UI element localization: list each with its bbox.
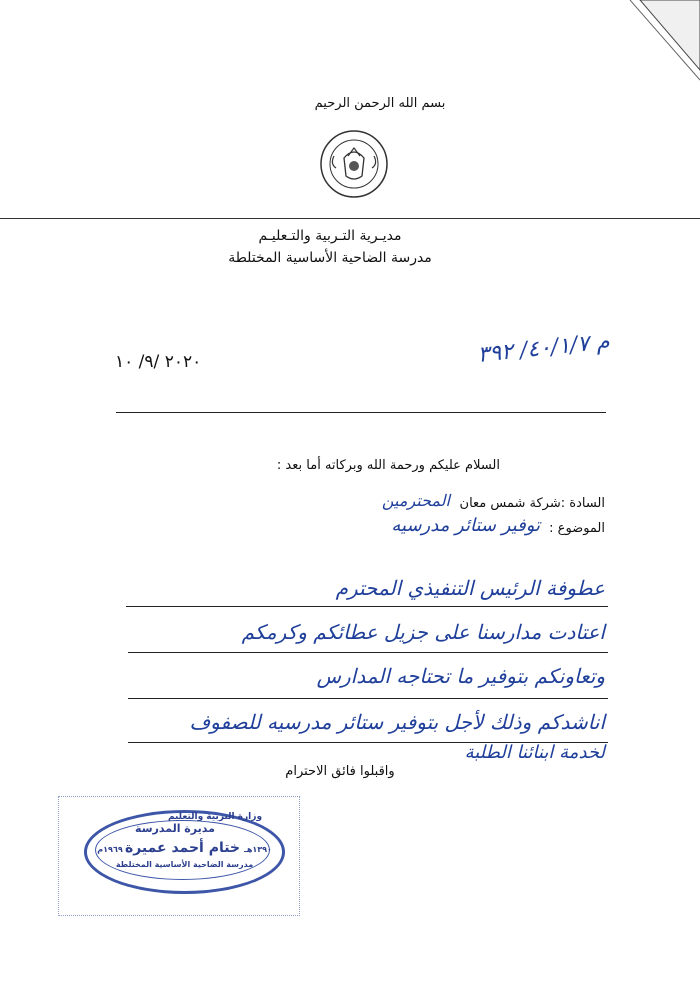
school-name: مدرسة الضاحية الأساسية المختلطة <box>228 250 432 266</box>
addressee-handwritten: المحترمين <box>381 491 450 510</box>
folded-corner <box>600 0 700 110</box>
body-line-5: لخدمة ابنائنا الطلبة <box>464 742 605 763</box>
body-line-3: وتعاونكم بتوفير ما تحتاجه المدارس <box>316 664 605 688</box>
coat-of-arms-seal <box>318 128 390 200</box>
stamp-year-right: ١٣٩٠هـ <box>244 845 272 854</box>
date-divider <box>116 412 606 413</box>
basmala: بسم الله الرحمن الرحيم <box>314 96 446 111</box>
body-underline-3 <box>128 698 608 699</box>
body-underline-1 <box>126 606 608 607</box>
reference-number: م ٤٠/١/٧/ ٣٩٢ <box>476 329 611 368</box>
body-line-1: عطوفة الرئيس التنفيذي المحترم <box>335 576 605 600</box>
subject-label: الموضوع : <box>549 521 605 536</box>
directorate-title: مديـرية التـربية والتـعليـم <box>258 228 402 244</box>
stamp-line-1: وزارة التربية والتعليم <box>167 812 263 822</box>
stamp-line-4: مدرسة الضاحية الأساسية المختلطة <box>115 860 254 869</box>
letter-date: ٢٠٢٠ /٩/ ١٠ <box>115 352 202 372</box>
letterhead-divider <box>0 218 700 219</box>
body-line-4: اناشدكم وذلك لأجل بتوفير ستائر مدرسيه للصفوف <box>189 710 605 734</box>
closing: واقبلوا فائق الاحترام <box>285 764 395 779</box>
stamp-year-left: ١٩٦٩م <box>97 845 123 854</box>
stamp-line-2: مديرة المدرسة <box>135 822 215 835</box>
greeting: السلام عليكم ورحمة الله وبركاته أما بعد : <box>276 458 500 473</box>
subject-handwritten: توفير ستائر مدرسيه <box>391 515 540 536</box>
body-underline-2 <box>128 652 608 653</box>
addressee-label: السادة :شركة شمس معان <box>459 496 605 511</box>
stamp-line-3: ختام أحمد عميرة <box>124 840 241 856</box>
body-line-2: اعتادت مدارسنا على جزيل عطائكم وكرمكم <box>241 620 605 644</box>
